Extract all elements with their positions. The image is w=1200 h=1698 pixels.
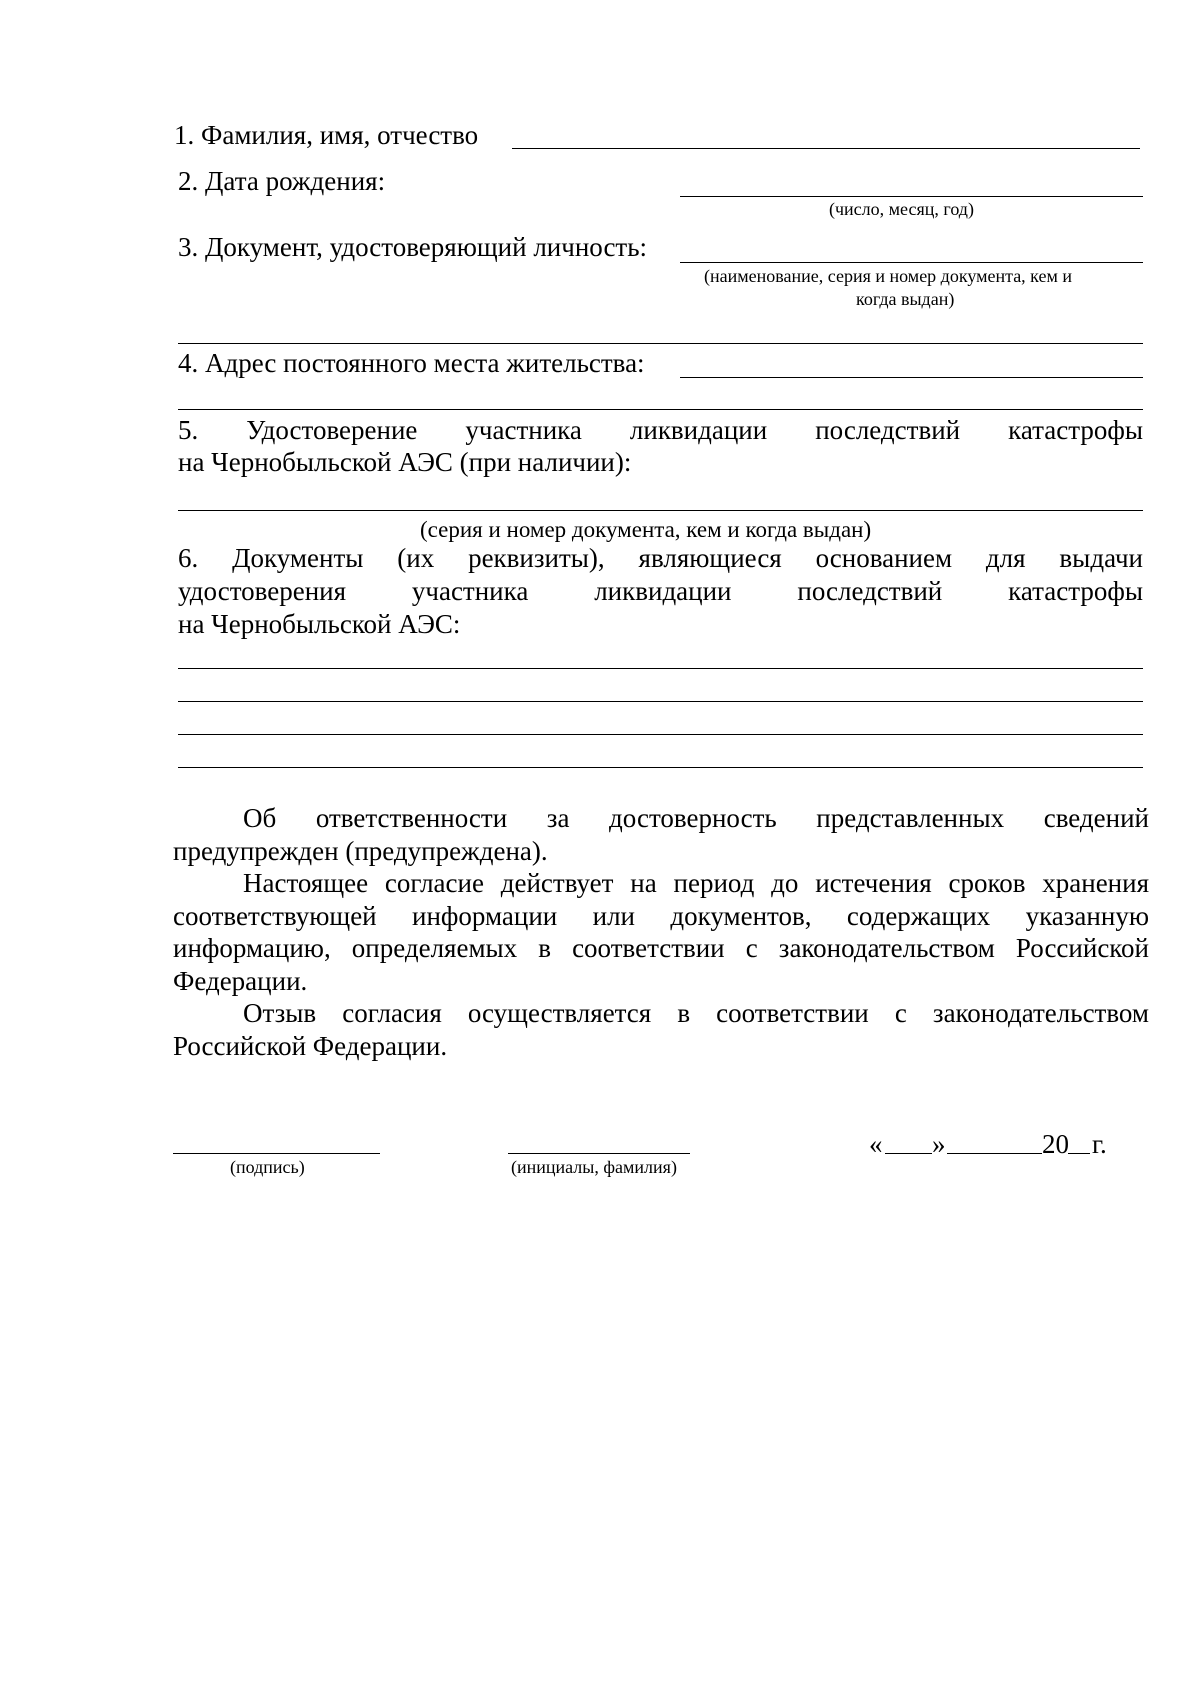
responsibility-statement: Об ответственности за достоверность представленных сведений предупрежден (предупреждена). <box>173 803 1149 866</box>
date-month-field[interactable] <box>947 1153 1042 1154</box>
signature-hint: (подпись) <box>230 1157 305 1177</box>
documents-field-2[interactable] <box>178 701 1143 702</box>
date-year-prefix: 20 <box>1042 1129 1069 1159</box>
certificate-label-line2: на Чернобыльской АЭС (при наличии): <box>178 447 632 477</box>
address-field-extra[interactable] <box>178 409 1143 410</box>
name-field[interactable] <box>508 1153 690 1154</box>
identity-doc-hint-2: когда выдан) <box>856 289 955 309</box>
identity-doc-field-extra[interactable] <box>178 343 1143 344</box>
date-close-quote: » <box>932 1129 946 1159</box>
documents-label-line2: удостоверения участника ликвидации последствий катастрофы <box>178 576 1143 606</box>
documents-label-line3: на Чернобыльской АЭС: <box>178 609 461 639</box>
date-year-field[interactable] <box>1068 1153 1090 1154</box>
documents-label-line1: 6. Документы (их реквизиты), являющиеся основанием для выдачи <box>178 543 1143 573</box>
certificate-label-line1: 5. Удостоверение участника ликвидации последствий катастрофы <box>178 415 1143 445</box>
date-day-field[interactable] <box>885 1153 932 1154</box>
full-name-field[interactable] <box>512 148 1140 149</box>
documents-field-1[interactable] <box>178 668 1143 669</box>
birth-date-label: 2. Дата рождения: <box>178 166 386 196</box>
birth-date-field[interactable] <box>680 196 1143 197</box>
documents-field-3[interactable] <box>178 734 1143 735</box>
identity-doc-field[interactable] <box>680 262 1143 263</box>
address-field[interactable] <box>680 377 1143 378</box>
certificate-hint: (серия и номер документа, кем и когда выдан) <box>420 517 872 542</box>
signature-field[interactable] <box>173 1153 380 1154</box>
identity-doc-hint-1: (наименование, серия и номер документа, кем и <box>704 266 1072 286</box>
date-open-quote: « <box>869 1129 883 1159</box>
identity-doc-label: 3. Документ, удостоверяющий личность: <box>178 232 648 262</box>
validity-statement: Настоящее согласие действует на период до истечения сроков хранения соответствующей информации или документов, содержащих указанную информацию, определяемых в соответствии с законодательством Российской Федерации. <box>173 868 1149 996</box>
address-label: 4. Адрес постоянного места жительства: <box>178 348 645 378</box>
certificate-field[interactable] <box>178 510 1143 511</box>
documents-field-4[interactable] <box>178 767 1143 768</box>
revocation-statement: Отзыв согласия осуществляется в соответствии с законодательством Российской Федерации. <box>173 998 1149 1061</box>
name-hint: (инициалы, фамилия) <box>511 1157 677 1177</box>
statements-block <box>173 802 1149 1062</box>
full-name-label: 1. Фамилия, имя, отчество <box>174 120 479 150</box>
date-year-suffix: г. <box>1092 1129 1107 1159</box>
birth-date-hint: (число, месяц, год) <box>829 199 974 219</box>
